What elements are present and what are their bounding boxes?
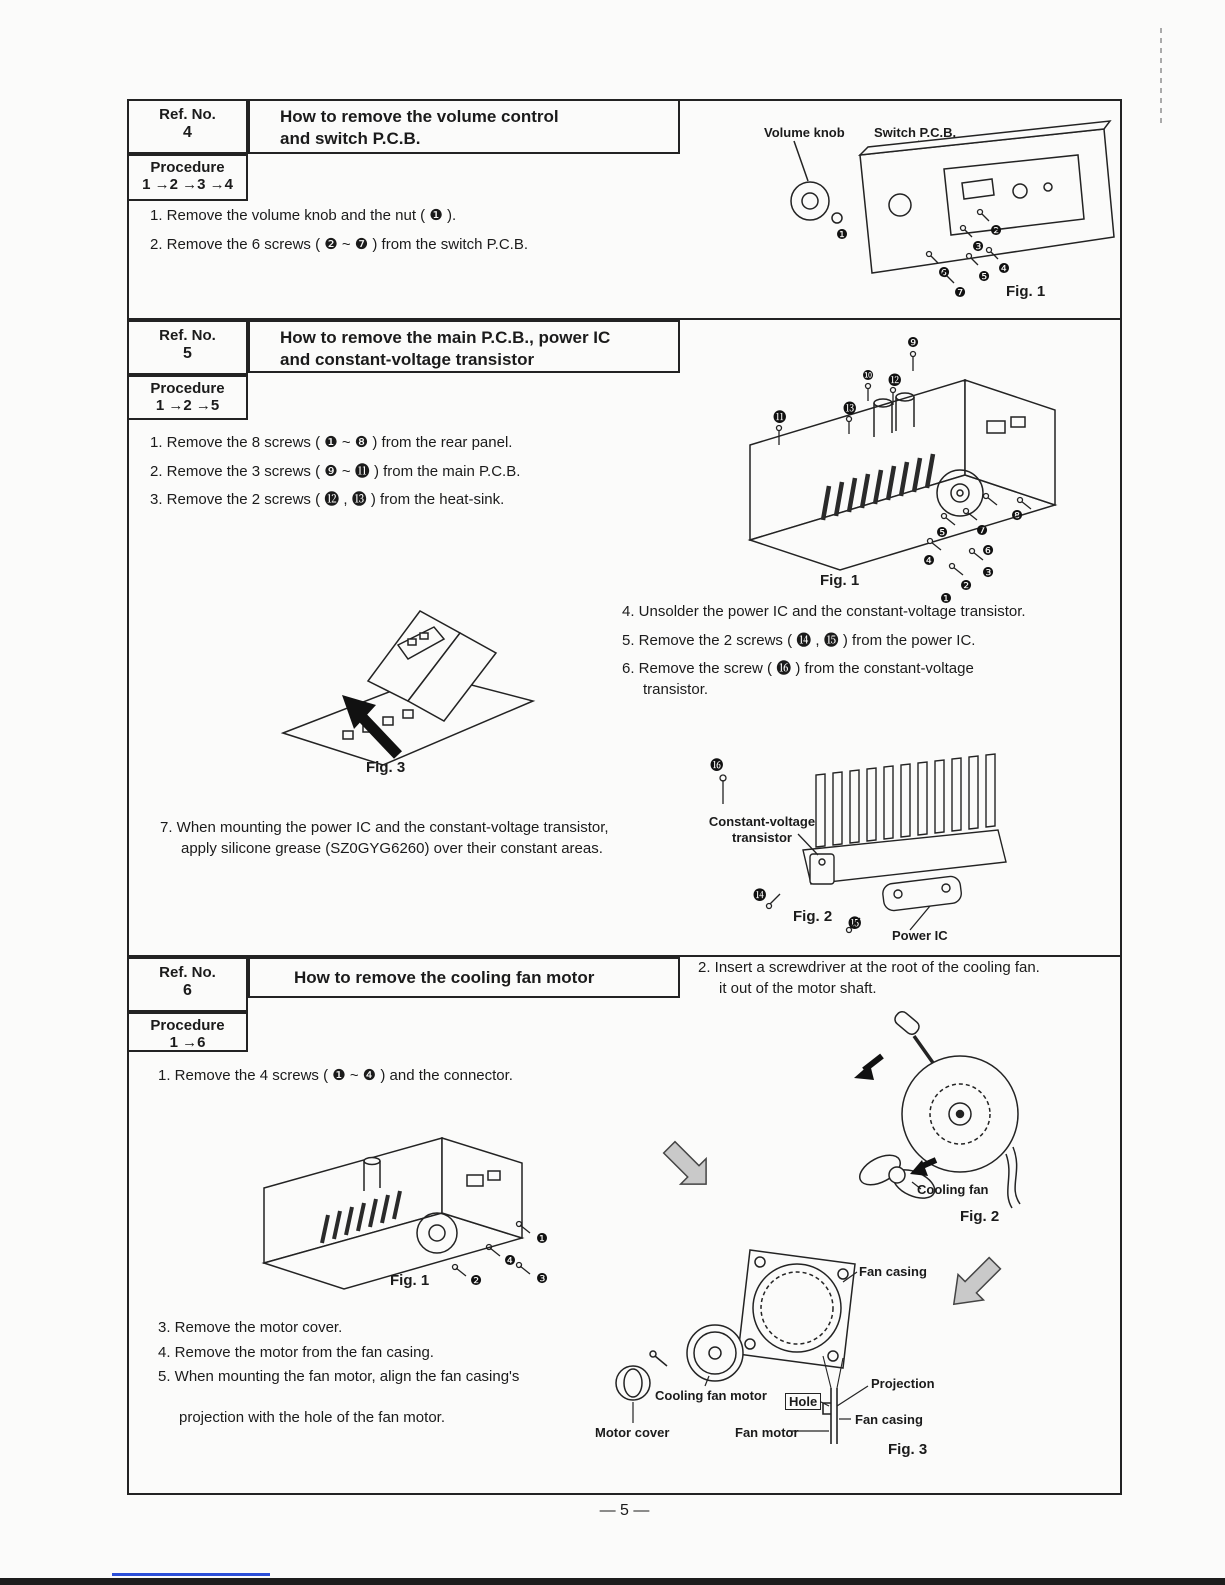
fan-chassis-illustration [252, 1093, 577, 1293]
instruction-step: 1. Remove the volume knob and the nut ( ❶ ). [150, 207, 457, 224]
s6-figure-3 [585, 1238, 1095, 1468]
screw-marker: ⓬ [888, 373, 902, 389]
gray-arrow-icon [652, 1128, 722, 1203]
screw-marker: ❶ [536, 1231, 549, 1247]
s6-steps-345 [158, 1318, 638, 1392]
instruction-step: 4. Unsolder the power IC and the constant-voltage transistor. [622, 603, 1026, 620]
screw-marker: ❾ [907, 335, 920, 351]
instruction-step: 7. When mounting the power IC and the constant-voltage transistor, apply silicone grease (SZ0GYG6260) over their constant areas. [160, 819, 609, 857]
cooling-fan-illustration [808, 1012, 1058, 1230]
s4-procedure-label: Procedure [150, 159, 225, 176]
instruction-step: 2. Remove the 3 screws ( ❾ ~ ⓫ ) from the main P.C.B. [150, 462, 521, 480]
s5-title [248, 320, 680, 373]
s5-figure-2 [698, 742, 1028, 954]
motor-cover-label: Motor cover [595, 1425, 670, 1440]
screw-marker: ❹ [998, 261, 1011, 277]
cooling-fan-motor-label: Cooling fan motor [655, 1388, 767, 1403]
screw-marker: ⓰ [710, 758, 724, 774]
switch-pcb-label: Switch P.C.B. [874, 125, 957, 140]
screw-marker: ⓮ [753, 888, 767, 904]
s5-step-7 [160, 818, 615, 867]
cooling-fan-label: Cooling fan [917, 1182, 989, 1197]
scan-artifact [0, 1578, 1225, 1585]
screw-marker: ⓯ [848, 916, 862, 932]
screw-marker: ❹ [504, 1253, 517, 1269]
s6-fig1-caption: Fig. 1 [390, 1272, 430, 1289]
s6-ref-box [127, 957, 248, 1012]
screw-marker: ❹ [923, 553, 936, 569]
s5-steps-left [150, 433, 554, 519]
s6-procedure-label: Procedure [150, 1017, 225, 1034]
s4-ref-label: Ref. No. [159, 106, 216, 123]
fan-casing-label: Fan casing [859, 1264, 927, 1279]
s4-procedure-box [127, 154, 248, 201]
s5-procedure-sequence: 1 →2 →5 [155, 397, 220, 414]
screw-marker: ❻ [938, 265, 951, 281]
s4-title-line1: How to remove the volume control [280, 107, 559, 126]
s5-ref-number: 5 [183, 345, 192, 362]
screw-marker: ❼ [954, 285, 967, 301]
instruction-step: 3. Remove the 2 screws ( ⓬ , ⓭ ) from the heat-sink. [150, 491, 505, 509]
direction-arrow [652, 1128, 722, 1203]
constant-voltage-transistor-label: Constant-voltage transistor [708, 814, 816, 846]
instruction-step: 1. Remove the 4 screws ( ❶ ~ ❹ ) and the connector. [158, 1067, 513, 1084]
s6-step5-continuation: projection with the hole of the fan motor. [179, 1409, 445, 1426]
s6-procedure-sequence: 1 →6 [169, 1034, 206, 1051]
s6-ref-number: 6 [183, 982, 192, 999]
s6-procedure-box [127, 1012, 248, 1052]
s5-title-line1: How to remove the main P.C.B., power IC [280, 328, 611, 347]
screw-marker: ❻ [982, 543, 995, 559]
screw-marker: ❸ [972, 239, 985, 255]
s5-procedure-box [127, 375, 248, 420]
scan-artifact [1160, 28, 1162, 123]
s6-ref-label: Ref. No. [159, 964, 216, 981]
instruction-step: 5. Remove the 2 screws ( ⓮ , ⓯ ) from the power IC. [622, 631, 976, 649]
screw-marker: ⓫ [773, 410, 787, 426]
s5-figure-3 [248, 583, 548, 783]
instruction-step: 4. Remove the motor from the fan casing. [158, 1343, 434, 1361]
instruction-step-continuation: it out of the motor shaft. [719, 979, 877, 997]
screw-marker: ❸ [982, 565, 995, 581]
instruction-step: 2. Remove the 6 screws ( ❷ ~ ❼ ) from the switch P.C.B. [150, 235, 528, 253]
main-pcb-illustration [735, 325, 1085, 607]
s4-ref-box [127, 99, 248, 154]
s6-fig3-caption: Fig. 3 [888, 1441, 928, 1458]
s6-step-2 [698, 958, 1118, 999]
instruction-step: 1. Remove the 8 screws ( ❶ ~ ❽ ) from the rear panel. [150, 434, 513, 451]
s4-title [248, 99, 680, 154]
s5-fig3-caption: Fig. 3 [366, 759, 406, 776]
volume-knob-label: Volume knob [764, 125, 845, 140]
s5-fig2-caption: Fig. 2 [793, 908, 833, 925]
screw-marker: ❺ [978, 269, 991, 285]
screw-marker: ❶ [940, 591, 953, 607]
s5-ref-box [127, 320, 248, 375]
fan-casing-inset-label: Fan casing [855, 1412, 923, 1427]
s5-procedure-label: Procedure [150, 380, 225, 397]
instruction-step: 6. Remove the screw ( ⓰ ) from the constant-voltage transistor. [622, 660, 974, 699]
power-ic-illustration [698, 742, 1028, 954]
s6-figure-1 [252, 1093, 577, 1293]
scan-artifact [112, 1573, 270, 1576]
s6-step-1 [158, 1066, 608, 1095]
gray-arrow-icon [941, 1250, 1007, 1316]
screw-marker: ❷ [990, 223, 1003, 239]
s5-fig1-caption: Fig. 1 [820, 572, 860, 589]
page-number: — 5 — [599, 1502, 650, 1519]
s6-title-line: How to remove the cooling fan motor [294, 968, 595, 987]
power-ic-label: Power IC [892, 928, 948, 943]
screw-marker: ❺ [936, 525, 949, 541]
hole-label: Hole [785, 1393, 821, 1410]
s4-procedure-sequence: 1 →2 →3 →4 [142, 176, 233, 193]
screw-marker: ❿ [862, 368, 875, 384]
fan-motor-label: Fan motor [735, 1425, 799, 1440]
instruction-step: 2. Insert a screwdriver at the root of the cooling fan. [698, 959, 1040, 976]
screw-marker: ❶ [836, 227, 849, 243]
s6-figure-2 [808, 1012, 1058, 1230]
heatsink-bracket-illustration [248, 583, 548, 783]
s5-title-line2: and constant-voltage transistor [280, 350, 535, 370]
projection-label: Projection [871, 1376, 935, 1391]
s4-fig1-caption: Fig. 1 [1006, 283, 1046, 300]
instruction-step: 3. Remove the motor cover. [158, 1319, 343, 1336]
screw-marker: ❷ [960, 578, 973, 594]
s5-figure-1 [735, 325, 1085, 607]
s5-steps-right [622, 602, 1026, 709]
s6-fig2-caption: Fig. 2 [960, 1208, 1000, 1225]
screw-marker: ❸ [536, 1271, 549, 1287]
instruction-step: 5. When mounting the fan motor, align the fan casing's [158, 1368, 520, 1386]
screw-marker: ❽ [1011, 508, 1024, 524]
s4-steps [150, 206, 580, 263]
screw-marker: ❷ [470, 1273, 483, 1289]
screw-marker: ❼ [976, 523, 989, 539]
screw-marker: ⓭ [843, 401, 857, 417]
s4-ref-number: 4 [183, 124, 192, 141]
s6-title [248, 957, 680, 998]
s4-title-line2: and switch P.C.B. [280, 129, 421, 149]
s4-figure-1 [748, 105, 1130, 310]
s5-ref-label: Ref. No. [159, 327, 216, 344]
